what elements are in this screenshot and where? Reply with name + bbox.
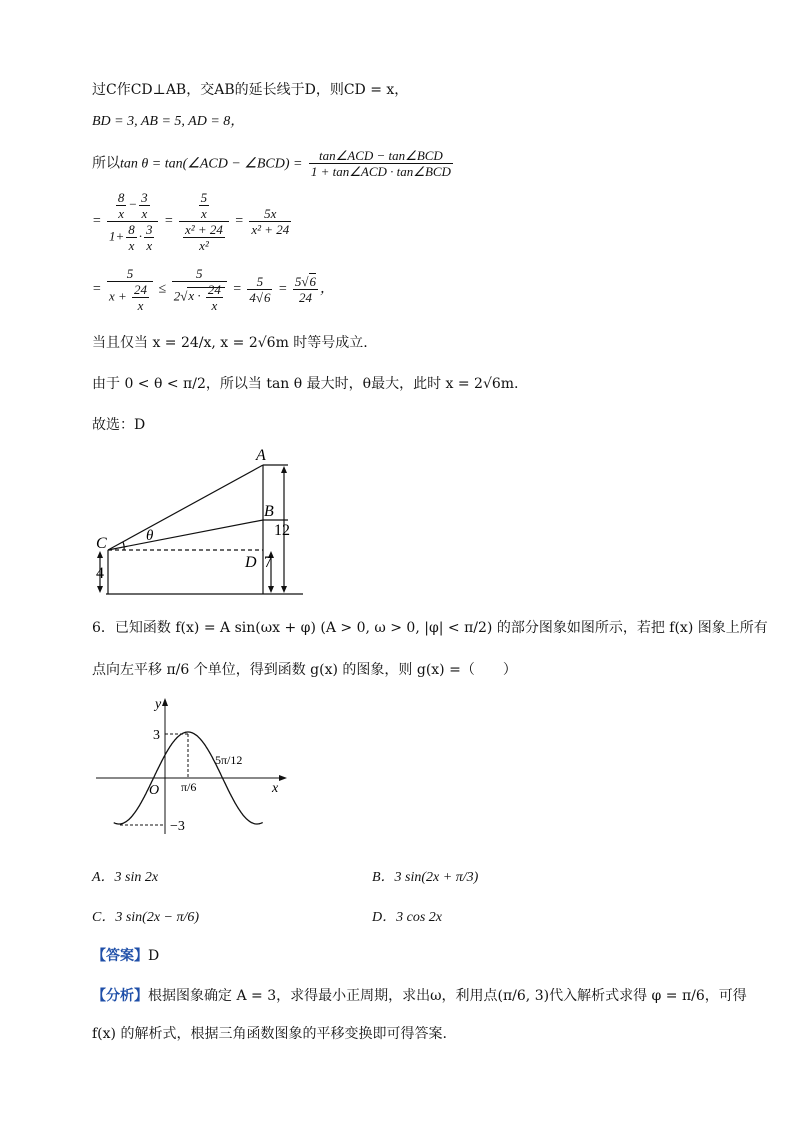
geometry-figure	[88, 442, 308, 602]
label-b: B	[264, 503, 274, 520]
solution-line-6: 当且仅当 x = 24/x, x = 2√6m 时等号成立.	[92, 335, 368, 351]
solution-line-3	[92, 148, 455, 179]
solution-line-1: 过C作CD⊥AB，交AB的延长线于D，则CD = x，	[92, 82, 409, 98]
answer-value: D	[148, 948, 160, 964]
sine-graph	[92, 694, 292, 839]
label-d: D	[245, 554, 257, 571]
label-c: C	[96, 535, 107, 552]
axis-x-label: x	[272, 781, 279, 796]
dim-total: 12	[274, 522, 290, 539]
tan-difference-numerator: tan∠ACD − tan∠BCD	[309, 148, 453, 164]
line3-mid: tan θ = tan(∠ACD − ∠BCD) =	[120, 156, 303, 172]
solution-line-7: 由于 0 < θ < π/2，所以当 tan θ 最大时，θ最大，此时 x = 2√6m.	[92, 376, 519, 392]
answer-tag: 【答案】	[92, 948, 148, 964]
dim-left: 4	[96, 565, 104, 582]
question-text-a: 已知函数 f(x) = A sin(ωx + φ) (A > 0, ω > 0, |φ| < π/2) 的部分图象如图所示，若把 f(x) 图象上所有	[114, 620, 768, 636]
analysis-line-1	[92, 986, 747, 1006]
option-b[interactable]: B．3 sin(2x + π/3)	[372, 870, 479, 885]
min-value-label: −3	[170, 819, 185, 834]
option-a[interactable]: A．3 sin 2x	[92, 870, 159, 885]
tan-difference-fraction	[309, 148, 453, 179]
axis-y-label: y	[155, 697, 162, 712]
tan-difference-denominator: 1 + tan∠ACD · tan∠BCD	[310, 164, 451, 179]
solution-line-4: = $\frac{8}{x}$ − $\frac{3}{x}$ 1+ $\frac{8}{x}$ · $\frac{3}{x}$ = $\frac{\frac{5}{x}}{\frac{\text{x² + 24}}{\text{x²}}}$ = $\frac{5x}{\text{x² + 24}}$	[92, 190, 290, 253]
question-6-line-1	[92, 618, 768, 638]
analysis-text-1: 根据图象确定 A = 3，求得最小正周期，求出ω，利用点(π/6, 3)代入解析式求得 φ = π/6，可得	[148, 988, 747, 1004]
solution-line-2: BD = 3, AB = 5, AD = 8，	[92, 114, 245, 129]
origin-label: O	[149, 783, 160, 798]
solution-line-5: = 5 x + $\frac{24}{x}$ ≤ 5 2√x · $\frac{24}{x}$ = $\frac{5}{4√6}$ = $\frac{5√6}{24}$ ，	[92, 266, 335, 313]
dim-lower: 7	[264, 554, 272, 571]
tick-pi-over-6: π/6	[181, 780, 197, 794]
question-number: 6．	[92, 620, 115, 636]
option-c[interactable]: C．3 sin(2x − π/6)	[92, 910, 200, 925]
analysis-line-2: f(x) 的解析式，根据三角函数图象的平移变换即可得答案.	[92, 1026, 447, 1042]
label-a: A	[256, 447, 266, 464]
tick-5pi-over-12: 5π/12	[215, 753, 243, 767]
label-theta: θ	[146, 528, 154, 544]
analysis-tag: 【分析】	[92, 988, 148, 1004]
option-d[interactable]: D．3 cos 2x	[372, 910, 442, 925]
answer-line	[92, 946, 159, 966]
solution-line-8: 故选：D	[92, 417, 146, 433]
max-value-label: 3	[153, 728, 160, 743]
line3-prefix: 所以	[92, 155, 120, 172]
question-6-line-2: 点向左平移 π/6 个单位，得到函数 g(x) 的图象，则 g(x) =（ ）	[92, 662, 517, 678]
